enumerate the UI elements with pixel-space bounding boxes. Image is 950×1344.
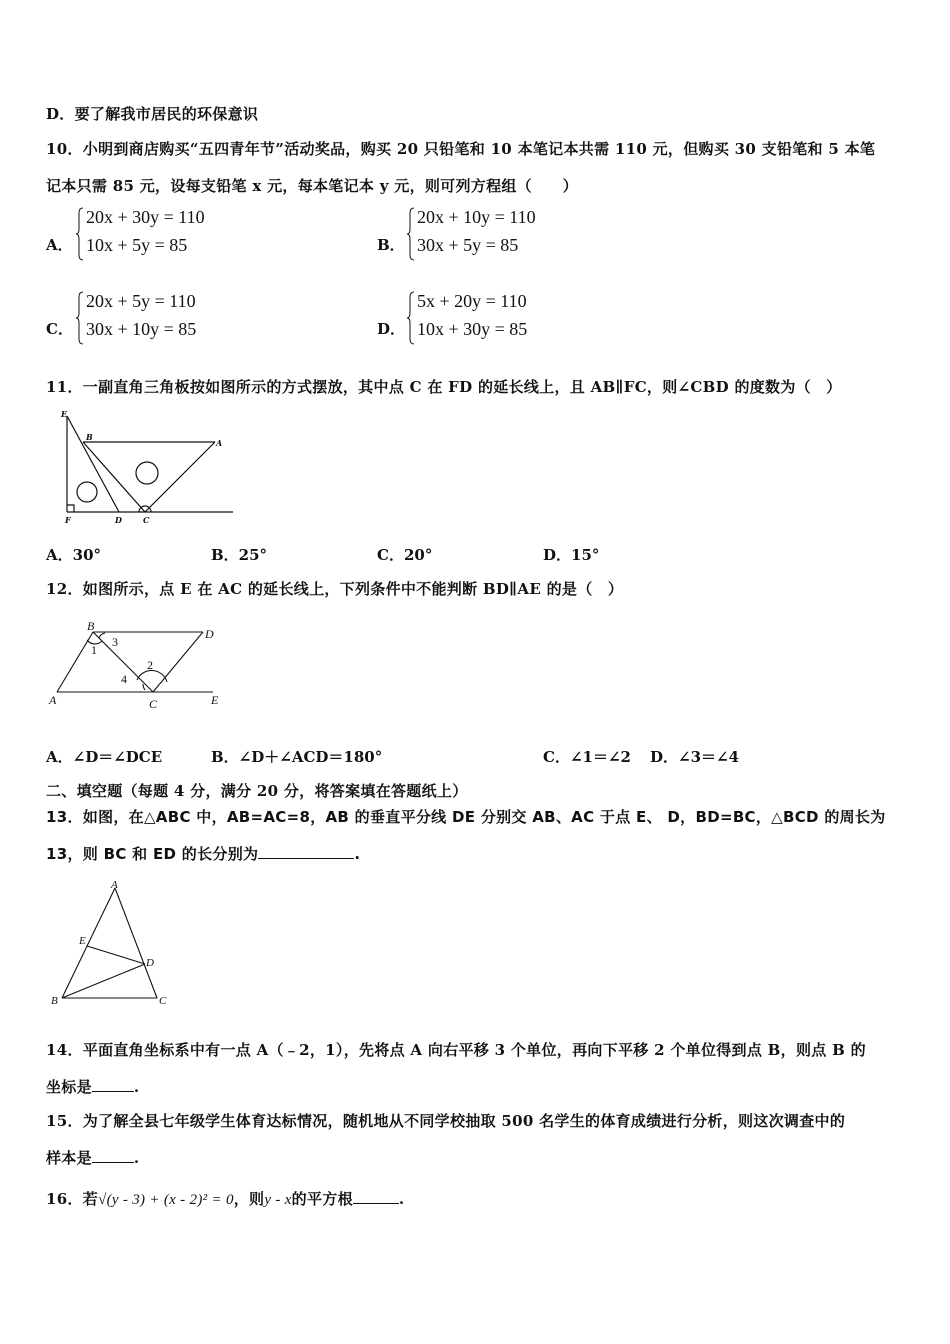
- q10-option-c-eq1: 20x + 5y = 110: [86, 291, 196, 311]
- q10-stem-line1: 10．小明到商店购买“五四青年节”活动奖品，购买 20 只铅笔和 10 本笔记本共需 110 元，但购买 30 支铅笔和 5 本笔: [46, 140, 876, 158]
- q13-answer-blank[interactable]: [258, 844, 354, 859]
- q11-right-angle-f: [67, 505, 74, 512]
- q10-option-a-system: [76, 207, 236, 263]
- q11-edge-ed: [67, 416, 119, 512]
- q16-stem-end: .: [398, 1190, 405, 1208]
- q13-figure: [45, 876, 180, 1011]
- q11-option-d: D．15°: [543, 546, 600, 564]
- q10-option-b-label: B．: [377, 236, 405, 254]
- q11-label-b: B: [86, 432, 93, 442]
- q10-option-a-eq1: 20x + 30y = 110: [86, 207, 205, 227]
- q13-stem-line1: 13．如图，在△ABC 中，AB=AC=8，AB 的垂直平分线 DE 分别交 AB、AC 于点 E、 D，BD=BC，△BCD 的周长为: [46, 808, 886, 826]
- q16-stem-pre: 16．若: [46, 1190, 99, 1208]
- q12-label-1: 1: [91, 643, 97, 657]
- q11-label-f: F: [65, 515, 71, 525]
- q13-label-a: A: [111, 879, 118, 891]
- q12-label-4: 4: [121, 672, 127, 686]
- q11-label-d: D: [115, 515, 122, 525]
- section2-title: 二、填空题（每题 4 分，满分 20 分，将答案填在答题纸上）: [46, 782, 468, 800]
- q11-circle-left: [77, 482, 97, 502]
- q12-segment-dc: [153, 632, 203, 692]
- q12-label-b: B: [87, 620, 95, 633]
- q9-option-d: D．要了解我市居民的环保意识: [46, 105, 259, 123]
- q10-stem-line2: 记本只需 85 元，设每支铅笔 x 元，每本笔记本 y 元，则可列方程组（ ）: [46, 177, 578, 195]
- q16-expression-2: y - x: [264, 1192, 292, 1208]
- q12-label-3: 3: [112, 635, 118, 649]
- q12-option-b: B．∠D＋∠ACD＝180°: [211, 748, 383, 766]
- brace-icon: [407, 207, 415, 261]
- q13-segment-ed: [87, 946, 145, 964]
- q12-option-c: C．∠1＝∠2: [543, 748, 631, 766]
- q11-option-c: C．20°: [377, 546, 433, 564]
- q13-stem-line2: [46, 843, 360, 864]
- q12-option-d: D．∠3＝∠4: [650, 748, 740, 766]
- brace-icon: [76, 291, 84, 345]
- q13-segment-bd: [62, 964, 145, 998]
- q13-label-d: D: [146, 957, 154, 969]
- q11-label-c: C: [143, 515, 150, 525]
- q11-circle-right: [136, 462, 158, 484]
- q16-answer-blank[interactable]: [353, 1189, 399, 1204]
- q12-arc-4: [143, 684, 145, 690]
- q12-stem: 12．如图所示，点 E 在 AC 的延长线上，下列条件中不能判断 BD∥AE 的是（ ）: [46, 580, 624, 598]
- q10-option-d-eq2: 10x + 30y = 85: [417, 319, 528, 339]
- q14-answer-blank[interactable]: [92, 1077, 134, 1092]
- q12-arc-3: [99, 633, 105, 638]
- q10-option-d-system: [407, 291, 567, 347]
- q15-stem-line2-end: .: [133, 1149, 140, 1167]
- q12-label-c: C: [149, 697, 158, 711]
- q12-figure: [45, 620, 230, 715]
- q13-edge-ac: [115, 888, 157, 998]
- q11-option-a: A．30°: [46, 546, 102, 564]
- q14-stem-line2-end: .: [133, 1078, 140, 1096]
- q15-stem-line1: 15．为了解全县七年级学生体育达标情况，随机地从不同学校抽取 500 名学生的体育成绩进行分析，则这次调查中的: [46, 1112, 846, 1130]
- q13-label-c: C: [159, 995, 167, 1007]
- q16-expression: √(y - 3) + (x - 2)² = 0: [98, 1192, 234, 1208]
- q11-figure: [55, 408, 240, 526]
- q10-option-a-label: A．: [46, 236, 73, 254]
- q12-label-d: D: [205, 627, 214, 641]
- q11-stem: 11．一副直角三角板按如图所示的方式摆放，其中点 C 在 FD 的延长线上，且 AB∥FC，则∠CBD 的度数为（ ）: [46, 378, 842, 396]
- q11-edge-bc: [83, 442, 145, 512]
- q13-stem-line2-end: .: [354, 845, 361, 863]
- q13-edge-ab: [62, 888, 115, 998]
- q10-option-b-eq2: 30x + 5y = 85: [417, 235, 519, 255]
- q14-stem-line2: [46, 1076, 139, 1097]
- q10-option-b-system: [407, 207, 567, 263]
- q14-stem-line2-text: 坐标是: [46, 1078, 92, 1096]
- q11-label-e: E: [61, 409, 68, 419]
- brace-icon: [76, 207, 84, 261]
- q12-label-e: E: [211, 693, 219, 707]
- q10-option-c-system: [76, 291, 236, 347]
- q14-stem-line1: 14．平面直角坐标系中有一点 A（﹣2，1），先将点 A 向右平移 3 个单位，再向下平移 2 个单位得到点 B，则点 B 的: [46, 1041, 866, 1059]
- brace-icon: [407, 291, 415, 345]
- q10-option-b-eq1: 20x + 10y = 110: [417, 207, 536, 227]
- q15-stem-line2-text: 样本是: [46, 1149, 92, 1167]
- q13-label-e: E: [79, 935, 86, 947]
- q13-label-b: B: [51, 995, 58, 1007]
- q15-answer-blank[interactable]: [92, 1148, 134, 1163]
- q16-stem: [46, 1188, 404, 1209]
- q16-stem-mid: ，则: [233, 1190, 265, 1208]
- q12-label-a: A: [49, 693, 57, 707]
- q10-option-d-eq1: 5x + 20y = 110: [417, 291, 527, 311]
- q11-option-b: B．25°: [211, 546, 268, 564]
- q10-option-c-eq2: 30x + 10y = 85: [86, 319, 197, 339]
- q10-option-c-label: C．: [46, 320, 73, 338]
- q11-label-a: A: [216, 438, 223, 448]
- q15-stem-line2: [46, 1147, 139, 1168]
- q12-label-2: 2: [147, 658, 153, 672]
- q12-option-a: A．∠D＝∠DCE: [46, 748, 163, 766]
- q13-stem-line2-text: 13，则 BC 和 ED 的长分别为: [46, 845, 259, 863]
- q16-stem-post: 的平方根: [291, 1190, 353, 1208]
- q10-option-d-label: D．: [377, 320, 406, 338]
- q10-option-a-eq2: 10x + 5y = 85: [86, 235, 188, 255]
- q11-edge-ac: [145, 442, 215, 512]
